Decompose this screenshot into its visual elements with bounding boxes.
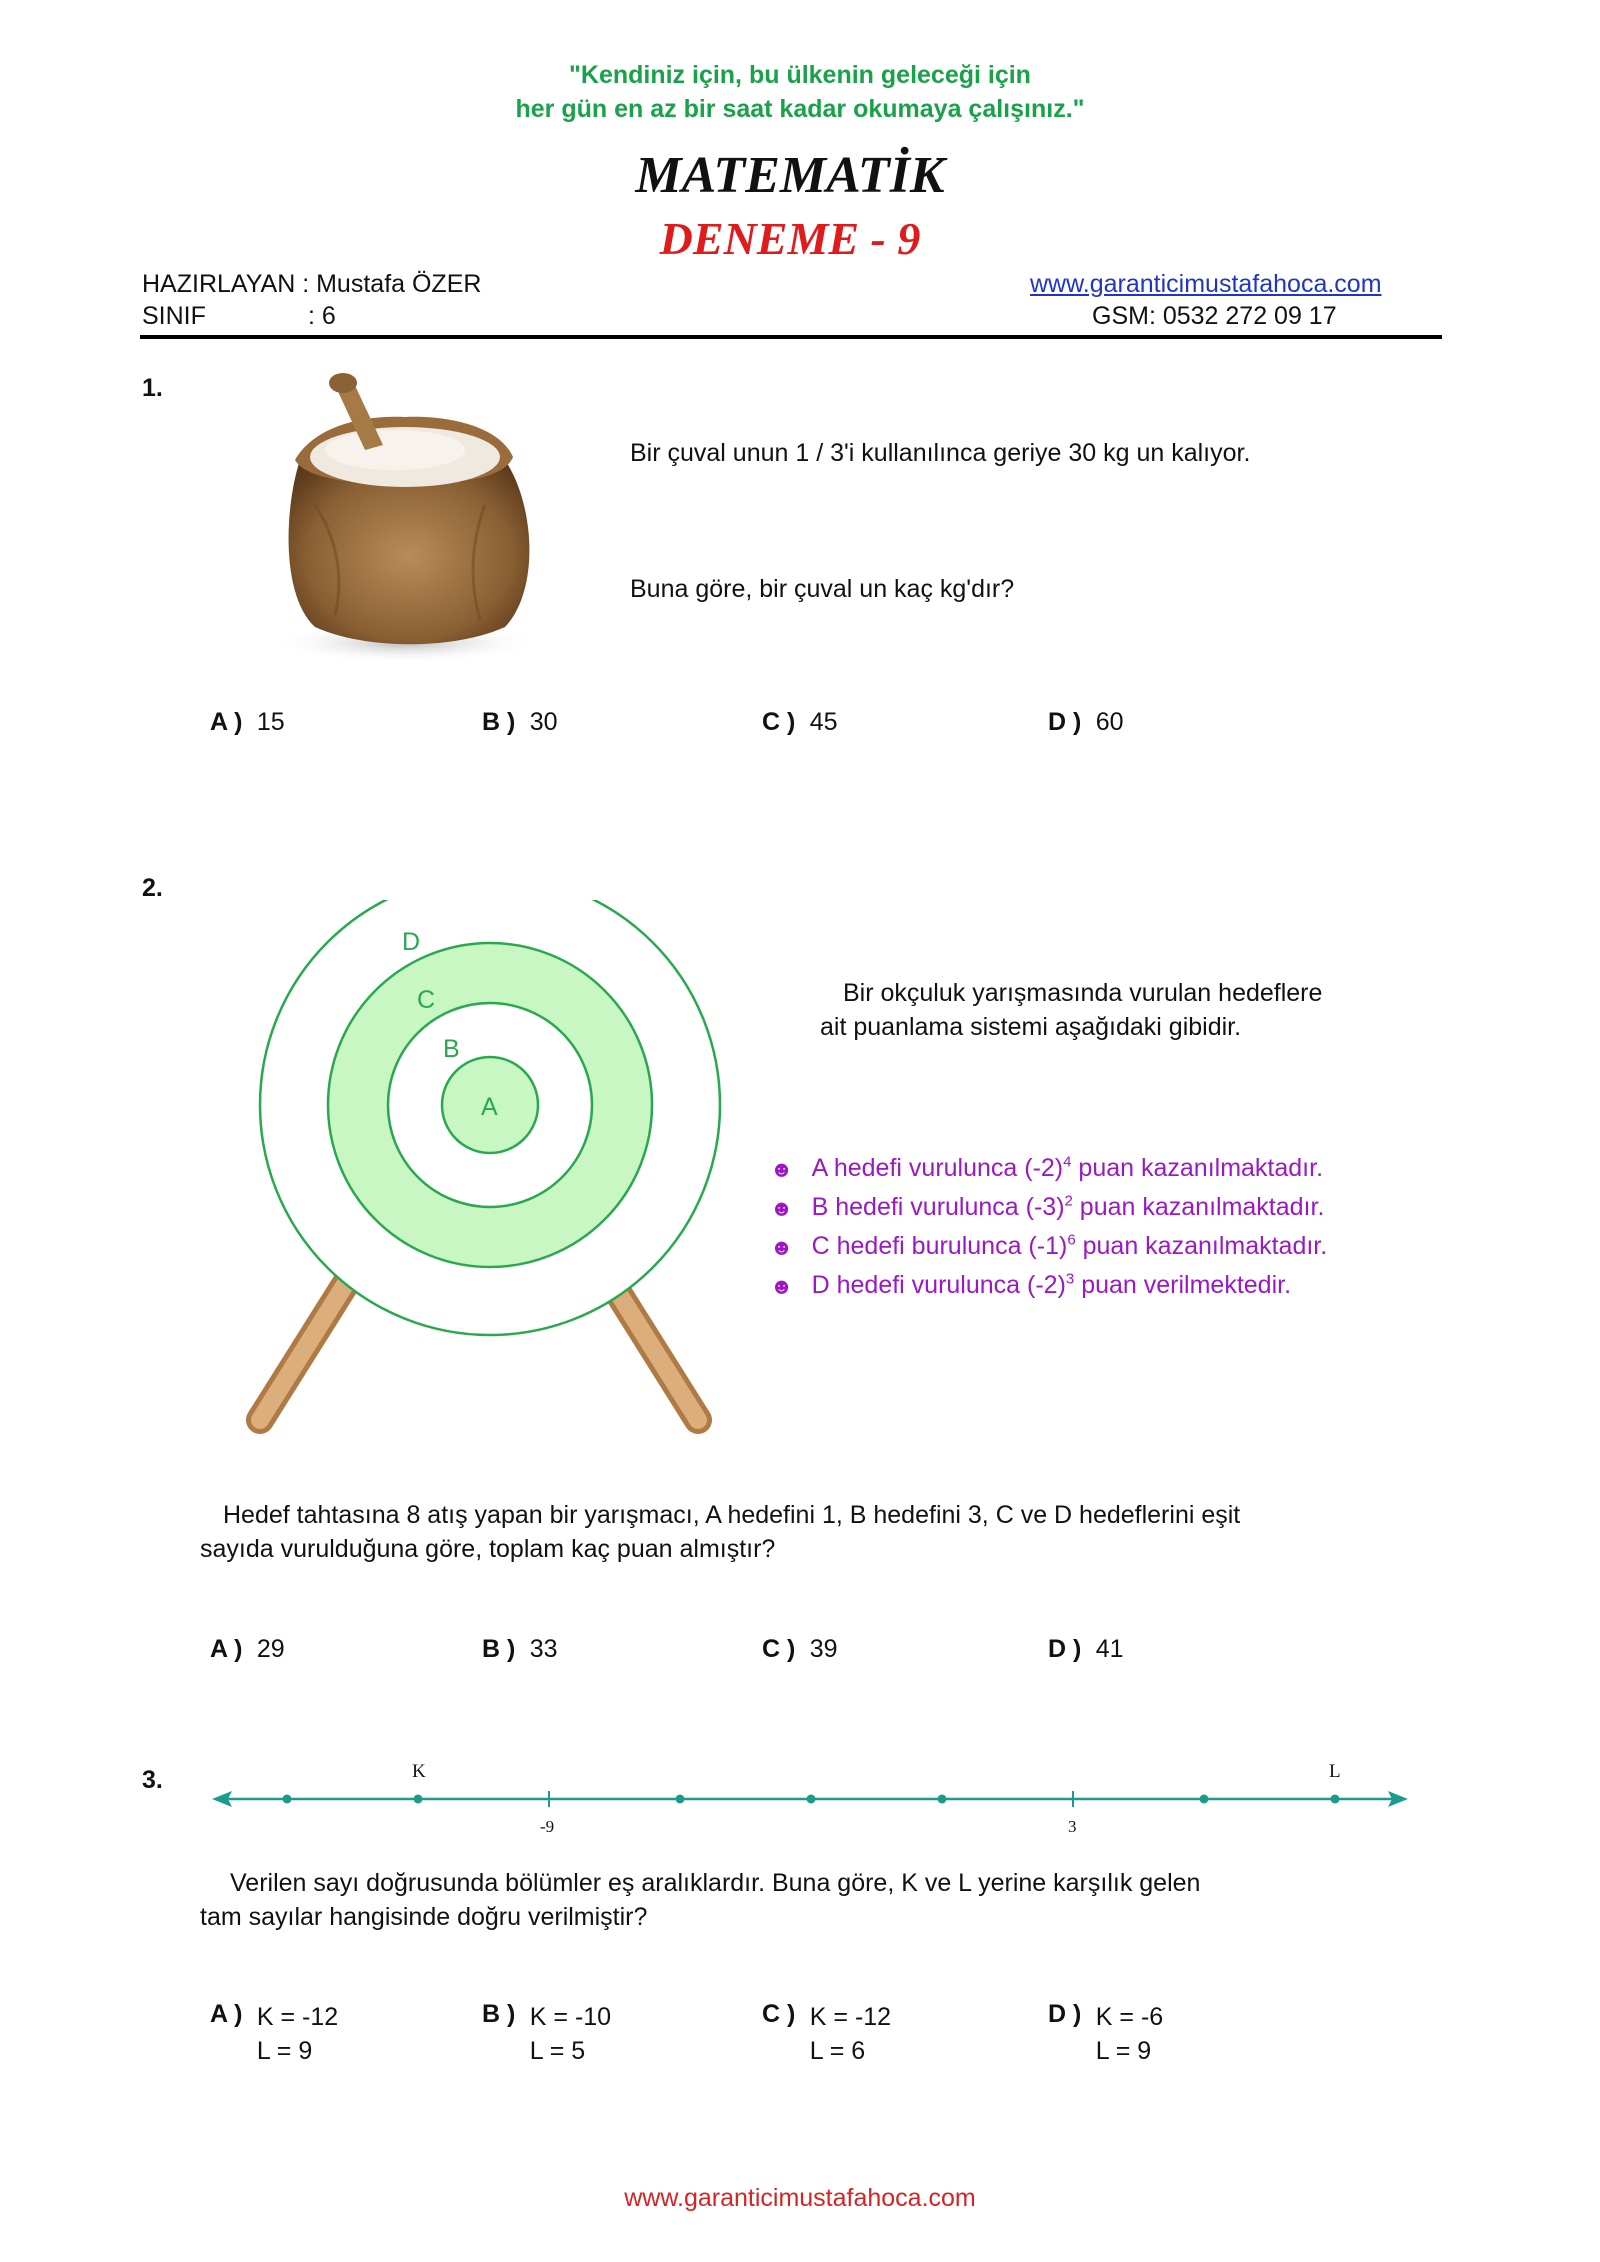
class-value: : 6 xyxy=(308,302,336,330)
option-label: B ) xyxy=(482,708,516,736)
option-label: B ) xyxy=(482,1635,516,1663)
rule-text xyxy=(812,1232,1328,1260)
smiley-icon: ☻ xyxy=(770,1195,794,1221)
option-l-value: L = 6 xyxy=(809,2037,866,2065)
question-3-option-b[interactable] xyxy=(482,2000,611,2068)
page-subtitle: DENEME - 9 xyxy=(659,213,921,264)
question-2-option-a[interactable] xyxy=(210,1632,285,1666)
number-line-point-l xyxy=(1331,1795,1340,1804)
page-title: MATEMATİK xyxy=(635,147,945,204)
question-3-number: 3. xyxy=(142,1766,163,1794)
option-k-value: K = -12 xyxy=(809,2003,892,2031)
question-2-option-c[interactable] xyxy=(762,1632,838,1666)
author-label: HAZIRLAYAN : Mustafa ÖZER xyxy=(142,270,482,298)
option-k-value: K = -12 xyxy=(256,2003,339,2031)
scoring-rule-b xyxy=(770,1185,1324,1224)
number-line-point xyxy=(807,1795,816,1804)
question-2-option-d[interactable] xyxy=(1048,1632,1124,1666)
question-3-option-a[interactable] xyxy=(210,2000,338,2068)
question-2-text-1: Hedef tahtasına 8 atış yapan bir yarışmacı, A hedefini 1, B hedefini 3, C ve D hedeflerini eşit xyxy=(223,1501,1241,1529)
question-2-option-b[interactable] xyxy=(482,1632,558,1666)
question-3-text-1: Verilen sayı doğrusunda bölümler eş aralıklardır. Buna göre, K ve L yerine karşılık gelen xyxy=(230,1869,1201,1897)
ring-label-b: B xyxy=(443,1035,460,1063)
option-values xyxy=(530,2000,611,2068)
rule-text-end: puan kazanılmaktadır. xyxy=(1075,1232,1328,1261)
option-value: 30 xyxy=(529,708,558,736)
option-value: 29 xyxy=(256,1635,285,1663)
question-2-intro-2: ait puanlama sistemi aşağıdaki gibidir. xyxy=(820,1013,1242,1041)
question-1-option-d[interactable] xyxy=(1048,705,1124,739)
question-3-option-d[interactable] xyxy=(1048,2000,1163,2068)
ring-label-a: A xyxy=(481,1093,498,1121)
question-3-text-2: tam sayılar hangisinde doğru verilmiştir? xyxy=(200,1903,648,1931)
website-link[interactable]: www.garanticimustafahoca.com xyxy=(1030,270,1382,298)
question-1-option-c[interactable] xyxy=(762,705,838,739)
option-label: D ) xyxy=(1048,1635,1082,1663)
option-label: C ) xyxy=(762,1635,796,1663)
rule-text-end: puan kazanılmaktadır. xyxy=(1072,1193,1325,1222)
rule-text xyxy=(812,1271,1291,1299)
option-label: C ) xyxy=(762,2000,796,2028)
question-1-number: 1. xyxy=(142,374,163,402)
question-1-text-2: Buna göre, bir çuval un kaç kg'dır? xyxy=(630,575,1015,603)
option-value: 39 xyxy=(809,1635,838,1663)
tick-label-left: -9 xyxy=(540,1817,555,1836)
motto xyxy=(0,58,1600,126)
number-line-point xyxy=(676,1795,685,1804)
question-2-number: 2. xyxy=(142,874,163,902)
question-1-option-b[interactable] xyxy=(482,705,558,739)
ring-label-c: C xyxy=(417,986,436,1014)
option-label: D ) xyxy=(1048,708,1082,736)
question-2-intro-1: Bir okçuluk yarışmasında vurulan hedeflere xyxy=(843,979,1323,1007)
rule-exponent: 4 xyxy=(1063,1154,1072,1171)
number-line-point-k xyxy=(414,1795,423,1804)
option-values xyxy=(257,2000,338,2068)
option-l-value: L = 5 xyxy=(529,2037,586,2065)
rule-text-end: puan verilmektedir. xyxy=(1074,1271,1292,1300)
rule-text-end: puan kazanılmaktadır. xyxy=(1071,1154,1324,1183)
option-label: B ) xyxy=(482,2000,516,2028)
option-label: A ) xyxy=(210,2000,243,2028)
option-label: D ) xyxy=(1048,2000,1082,2028)
number-line-point xyxy=(1200,1795,1209,1804)
rule-text xyxy=(812,1193,1325,1221)
option-label: A ) xyxy=(210,708,243,736)
option-value: 45 xyxy=(809,708,838,736)
number-line-diagram xyxy=(200,1750,1420,1840)
smiley-icon: ☻ xyxy=(770,1234,794,1260)
header-divider xyxy=(140,335,1442,339)
option-value: 33 xyxy=(529,1635,558,1663)
option-l-value: L = 9 xyxy=(1095,2037,1152,2065)
point-label-l: L xyxy=(1329,1761,1341,1782)
number-line-point xyxy=(938,1795,947,1804)
smiley-icon: ☻ xyxy=(770,1273,794,1299)
rule-text xyxy=(812,1154,1323,1182)
smiley-icon: ☻ xyxy=(770,1156,794,1182)
class-label: SINIF xyxy=(142,302,206,330)
question-2-text-2: sayıda vurulduğuna göre, toplam kaç puan almıştır? xyxy=(200,1535,776,1563)
rule-exponent: 3 xyxy=(1065,1271,1075,1288)
option-label: A ) xyxy=(210,1635,243,1663)
point-label-k: K xyxy=(412,1761,426,1782)
scoring-rule-a xyxy=(770,1146,1323,1185)
option-l-value: L = 9 xyxy=(256,2037,313,2065)
number-line-point xyxy=(283,1795,292,1804)
option-label: C ) xyxy=(762,708,796,736)
footer-website[interactable]: www.garanticimustafahoca.com xyxy=(624,2184,976,2212)
question-1-text-1: Bir çuval unun 1 / 3'i kullanılınca geriye 30 kg un kalıyor. xyxy=(630,439,1251,467)
option-values xyxy=(810,2000,891,2068)
option-values xyxy=(1096,2000,1163,2068)
option-value: 41 xyxy=(1095,1635,1124,1663)
rule-text-main: D hedefi vurulunca (-2) xyxy=(811,1271,1066,1300)
option-value: 15 xyxy=(256,708,285,736)
option-k-value: K = -6 xyxy=(1095,2003,1164,2031)
gsm-number: GSM: 0532 272 09 17 xyxy=(1092,302,1337,330)
scoring-rule-d xyxy=(770,1263,1291,1302)
question-3-option-c[interactable] xyxy=(762,2000,891,2068)
rule-exponent: 6 xyxy=(1067,1232,1076,1249)
rule-text-main: A hedefi vurulunca (-2) xyxy=(811,1154,1064,1183)
ring-label-d: D xyxy=(402,928,421,956)
rule-exponent: 2 xyxy=(1064,1193,1073,1210)
option-value: 60 xyxy=(1095,708,1124,736)
scoring-rule-c xyxy=(770,1224,1327,1263)
option-k-value: K = -10 xyxy=(529,2003,612,2031)
motto-line-2: her gün en az bir saat kadar okumaya çalışınız." xyxy=(515,95,1085,123)
question-1-option-a[interactable] xyxy=(210,705,285,739)
motto-line-1: "Kendiniz için, bu ülkenin geleceği için xyxy=(569,61,1031,89)
rule-text-main: B hedefi vurulunca (-3) xyxy=(811,1193,1065,1222)
tick-label-right: 3 xyxy=(1068,1817,1077,1836)
archery-target-diagram xyxy=(230,900,750,1460)
flour-sack-image xyxy=(255,365,555,665)
rule-text-main: C hedefi burulunca (-1) xyxy=(811,1232,1068,1261)
